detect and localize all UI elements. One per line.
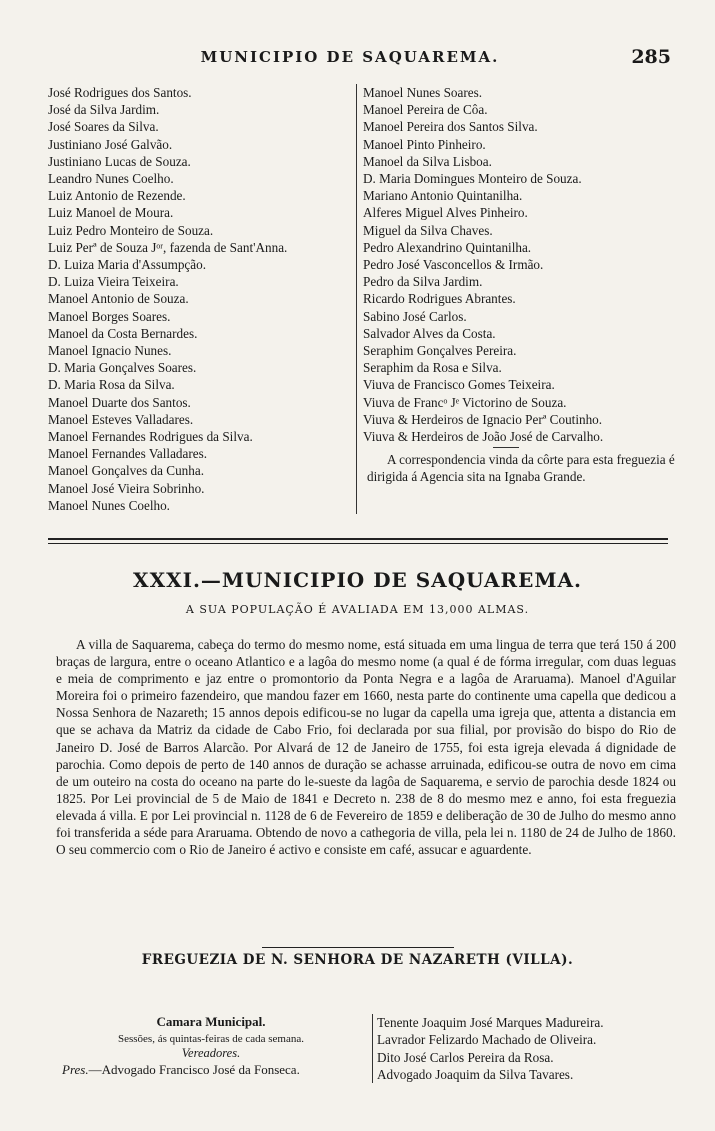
camara-sessions: Sessões, ás quintas-feiras de cada semana. xyxy=(117,1033,305,1045)
list-item: Pedro José Vasconcellos & Irmão. xyxy=(363,257,544,273)
list-item: Viuva & Herdeiros de João José de Carvalho. xyxy=(363,429,604,445)
names-right-column xyxy=(356,84,678,514)
list-item: Pedro da Silva Jardim. xyxy=(363,274,483,290)
camara-municipal xyxy=(56,1014,366,1078)
list-item: Leandro Nunes Coelho. xyxy=(48,171,174,187)
list-item: Tenente Joaquim José Marques Madureira. xyxy=(377,1015,604,1030)
section-title: XXXI.—MUNICIPIO DE SAQUAREMA. xyxy=(133,568,582,592)
list-item: Luiz Antonio de Rezende. xyxy=(48,188,186,204)
list-item: D. Luiza Vieira Teixeira. xyxy=(48,274,179,290)
list-item: Manoel Pereira de Côa. xyxy=(363,102,488,118)
list-item: Lavrador Felizardo Machado de Oliveira. xyxy=(377,1032,597,1048)
list-item: D. Maria Domingues Monteiro de Souza. xyxy=(363,171,582,187)
list-item: Manoel Ignacio Nunes. xyxy=(48,343,172,359)
officials-list xyxy=(372,1014,682,1083)
pres-name: —Advogado Francisco José da Fonseca. xyxy=(88,1062,300,1077)
list-item: Seraphim Gonçalves Pereira. xyxy=(363,343,517,359)
page-header xyxy=(0,46,715,72)
list-item: Seraphim da Rosa e Silva. xyxy=(363,360,502,376)
list-item: Ricardo Rodrigues Abrantes. xyxy=(363,291,516,307)
population-line: A SUA POPULAÇÃO É AVALIADA EM 13,000 ALMAS. xyxy=(185,603,530,616)
list-item: Luiz Pedro Monteiro de Souza. xyxy=(48,222,214,238)
correspondence-note: A correspondencia vinda da côrte para esta freguezia é dirigida á Agencia sita na Ignaba Grande. xyxy=(363,451,678,485)
list-item: Manoel da Costa Bernardes. xyxy=(48,325,198,341)
list-item: Advogado Joaquim da Silva Tavares. xyxy=(377,1066,574,1082)
list-item: Manoel Duarte dos Santos. xyxy=(48,394,191,410)
list-item: José Soares da Silva. xyxy=(48,119,159,135)
list-item: Viuva de Francisco Gomes Teixeira. xyxy=(363,377,555,393)
list-item: Salvador Alves da Costa. xyxy=(363,325,496,341)
freguezia-title: FREGUEZIA DE N. SENHORA DE NAZARETH (VILLA). xyxy=(141,952,574,968)
list-item: Luiz Manoel de Moura. xyxy=(48,205,174,221)
list-item: Mariano Antonio Quintanilha. xyxy=(363,188,523,204)
list-item: Sabino José Carlos. xyxy=(363,308,467,324)
running-title: MUNICIPIO DE SAQUAREMA. xyxy=(200,48,500,66)
list-item: Miguel da Silva Chaves. xyxy=(363,222,493,238)
list-item: Alferes Miguel Alves Pinheiro. xyxy=(363,205,528,221)
section-divider xyxy=(48,538,668,544)
list-item: Manoel Pinto Pinheiro. xyxy=(363,136,486,152)
camara-president xyxy=(56,1062,366,1078)
list-item: Manoel Nunes Coelho. xyxy=(48,497,170,513)
camara-vereadores: Vereadores. xyxy=(181,1046,241,1060)
list-item: Manoel José Vieira Sobrinho. xyxy=(48,480,205,496)
list-item: José Rodrigues dos Santos. xyxy=(48,85,192,100)
page-number: 285 xyxy=(631,46,671,68)
list-item: José da Silva Jardim. xyxy=(48,102,160,118)
list-item: Manoel Nunes Soares. xyxy=(363,85,483,100)
list-item: Justiniano José Galvão. xyxy=(48,136,173,152)
history-paragraph: A villa de Saquarema, cabeça do termo do mesmo nome, está situada em uma lingua de terra que terá 150 á 200 braças de largura, entre o oceano Atlantico e a lagôa do mesmo nome (a qual é de fórma irregular, com duas leguas e meia de comprimento e jaz entre o promontorio da Ponta Negra e a lagôa de Araruama). Manoel d'Aguilar Moreira foi o primeiro fazendeiro, que mandou fazer em 1660, nesta parte do continente uma capella que dedicou a Nossa Senhora de Nazareth; 15 annos depois edificou-se no lugar da capella uma igreja que, attenta a distancia em que se achava da Matriz da cidade de Cabo Frio, foi declarada por sua filial, por provisão do bispo do Rio de Janeiro D. José de Barros Alarcão. Por Alvará de 12 de Janeiro de 1755, foi esta igreja elevada á dignidade de parochia. Como depois de perto de 140 annos de duração se achasse arruinada, edificou-se outra de novo em cima de um outeiro na costa do oceano na parte do le-sueste da lagôa de Saquarema, e servio de parochia desde 1824 ou 1825. Por Lei provincial de 5 de Maio de 1841 e Decreto n. 238 de 8 do mesmo mez e anno, foi esta freguezia elevada á villa. E por Lei provincial n. 1128 de 6 de Fevereiro de 1859 e deliberação de 30 de Julho do mesmo anno foi transferida a séde para Araruama. Obtendo de novo a cathegoria de villa, pela lei n. 1180 de 24 de Julho de 1860. O seu commercio com o Rio de Janeiro é activo e consiste em café, assucar e aguardente. xyxy=(56,637,676,858)
list-item: Dito José Carlos Pereira da Rosa. xyxy=(377,1049,554,1065)
names-left-column xyxy=(48,84,353,514)
list-item: Manoel Pereira dos Santos Silva. xyxy=(363,119,538,135)
list-item: Manoel Fernandes Rodrigues da Silva. xyxy=(48,429,253,445)
list-item: D. Maria Gonçalves Soares. xyxy=(48,360,197,376)
list-item: D. Maria Rosa da Silva. xyxy=(48,377,175,393)
camara-title: Camara Municipal. xyxy=(156,1014,266,1029)
list-item: Manoel Antonio de Souza. xyxy=(48,291,189,307)
list-item: Manoel Borges Soares. xyxy=(48,308,171,324)
list-item: Manoel Fernandes Valladares. xyxy=(48,446,208,462)
list-item: Viuva de Francᵒ Jᵉ Victorino de Souza. xyxy=(363,394,567,410)
list-item: Justiniano Lucas de Souza. xyxy=(48,153,191,169)
list-item: Pedro Alexandrino Quintanilha. xyxy=(363,239,532,255)
list-item: Luiz Perª de Souza Jᵒʳ, fazenda de Sant'Anna. xyxy=(48,239,288,255)
list-item: Manoel da Silva Lisboa. xyxy=(363,153,492,169)
short-divider xyxy=(262,947,454,948)
list-item: Manoel Gonçalves da Cunha. xyxy=(48,463,205,479)
pres-label: Pres. xyxy=(62,1062,89,1077)
list-item: Viuva & Herdeiros de Ignacio Perª Coutinho. xyxy=(363,411,603,427)
list-item: D. Luiza Maria d'Assumpção. xyxy=(48,257,207,273)
list-item: Manoel Esteves Valladares. xyxy=(48,411,194,427)
